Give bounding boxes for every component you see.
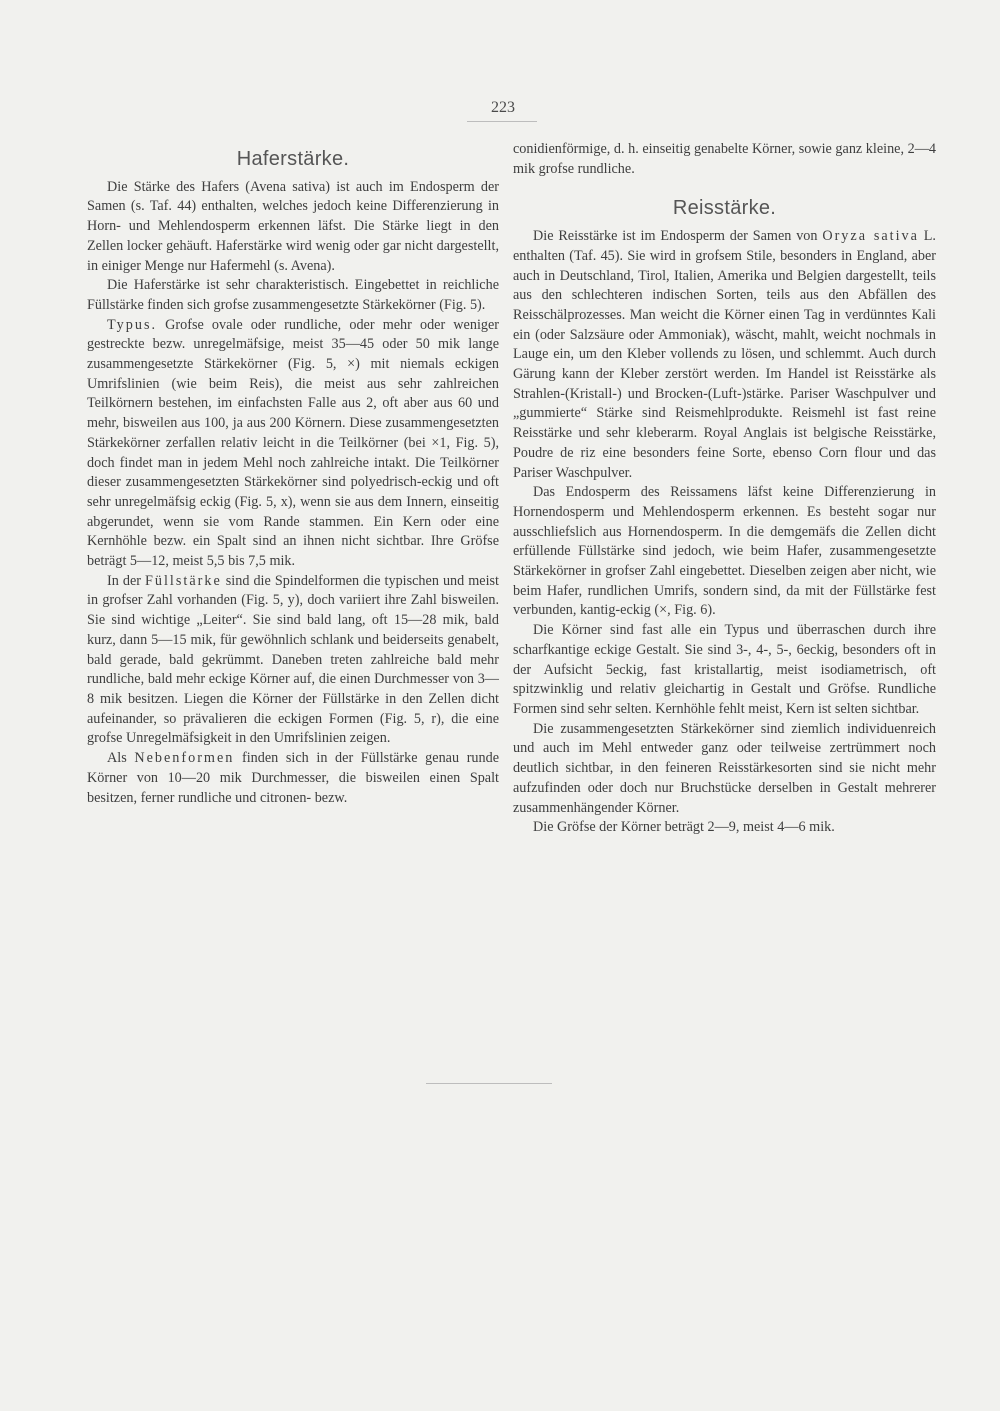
paragraph: Die Körner sind fast alle ein Typus und überraschen durch ihre scharfkantige eckige Gestalt. Sie sind 3-, 4-, 5-, 6eckig, besonders oft in der Aufsicht 5eckig, fast kristallartig, meist isodiametrisch, oft spitzwinklig und relativ gleichartig in Gestalt und Gröfse. Rundliche Formen sind sehr selten. Kernhöhle fehlt meist, Kern ist selten sichtbar. (513, 622, 936, 717)
paragraph: Die Haferstärke ist sehr charakteristisch. Eingebettet in reichliche Füllstärke finden sich grofse zusammengesetzte Stärkekörner (Fig. 5). (87, 277, 499, 313)
left-column (87, 150, 499, 808)
term-fuellstaerke: Füllstärke (145, 572, 222, 589)
term-nebenformen: Nebenformen (134, 750, 235, 767)
paragraph-text: Grofse ovale oder rundliche, oder mehr oder weniger gestreckte bezw. unregelmäfsige, meist 35—45 oder 50 mik lange zusammengesetzte Stärkekörner (Fig. 5, ×) mit niemals eckigen Umrifslinien (wie beim Reis), die meist aus sehr zahlreichen Teilkörnern bestehen, im einfachsten Falle aus 2, oft aber aus 60 und mehr, bisweilen aus 100, ja aus 200 Körnern. Diese zusammengesetzten Stärkekörner zerfallen relativ leicht in die Teilkörner (bei ×1, Fig. 5), doch findet man in jedem Mehl noch zahlreiche intakt. Die Teilkörner dieser zusammengesetzten Stärkekörner sind polyedrisch-eckig und oft sehr unregelmäfsig eckig (Fig. 5, x), wenn sie aus dem Innern, einseitig abgerundet, wenn sie vom Rande stammen. Ein Kern oder eine Kernhöhle bezw. ein Spalt sind an ihnen nicht sichtbar. Ihre Gröfse beträgt 5—12, meist 5,5 bis 7,5 mik. (87, 316, 500, 570)
paragraph (87, 316, 499, 572)
term-typus: Typus. (107, 316, 158, 333)
heading-reisstaerke: Reisstärke. (672, 197, 777, 220)
paragraph (87, 572, 499, 749)
paragraph-text: L. enthalten (Taf. 45). Sie wird in grofsem Stile, besonders in England, aber auch in Deutschland, Tirol, Italien, Amerika und Belgien dargestellt, teils aus den schlechteren indischen Sorten, teils aus den Abfällen des Reisschälprozesses. Man weicht die Körner einen Tag in verdünntes Kali ein (oder Salzsäure oder Ammoniak), wäscht, mahlt, weicht nochmals in Lauge ein, um den Kleber vollends zu lösen, und schlemmt. Auch durch Gärung kann der Kleber zerstört werden. Im Handel ist Reisstärke als Strahlen-(Kristall-) und Brocken-(Luft-)stärke. Pariser Waschpulver und „gummierte“ Stärke sind Reismehlprodukte. Reismehl ist fast reine Reisstärke und sehr kleberarm. Royal Anglais ist belgische Reisstärke, Poudre de riz eine besonders feine Sorte, ebenso Corn flour und das Pariser Waschpulver. (513, 228, 936, 481)
paragraph (87, 749, 499, 808)
paragraph: conidienförmige, d. h. einseitig genabelte Körner, sowie ganz kleine, 2—4 mik grofse rundliche. (513, 141, 936, 177)
page-number: 223 (491, 99, 515, 116)
paragraph: Die zusammengesetzten Stärkekörner sind ziemlich individuenreich und auch im Mehl entweder ganz oder teilweise zertrümmert noch deutlich sichtbar, in den feineren Reisstärkesorten sind sie nicht mehr aufzufinden oder doch nur Bruchstücke derselben in Gestalt mehrerer zusammenhängender Körner. (513, 720, 936, 816)
heading-haferstaerke: Haferstärke. (236, 148, 350, 170)
paragraph-text: In der (107, 572, 141, 589)
paragraph-text: sind die Spindelformen die typischen und meist in grofser Zahl vorhanden (Fig. 5, y), doch variiert ihre Zahl bisweilen. Sie sind wichtige „Leiter“. Sie sind bald lang, oft 15—28 mik, bald kurz, dann 5—15 mik, für gewöhnlich schlank und beiderseits genabelt, bald gerade, bald gekrümmt. Daneben treten zahlreiche bald mehr rundliche, bald mehr eckige Körner auf, die einen Durchmesser von 3—8 mik besitzen. Liegen die Körner der Füllstärke in den Zellen dicht aufeinander, so prävalieren die eckigen Formen (Fig. 5, r), die eine grofse Unregelmäfsigkeit in den Umrifslinien zeigen. (87, 572, 499, 747)
bottom-rule (426, 1083, 552, 1084)
paragraph-text: Die Reisstärke ist im Endosperm der Samen von (533, 228, 818, 245)
paragraph: Die Stärke des Hafers (Avena sativa) ist auch im Endosperm der Samen (s. Taf. 44) enthalten, welches jedoch keine Differenzierung in Horn- und Mehlendosperm erkennen läfst. Die Stärke liegt in den Zellen locker gehäuft. Haferstärke wird wenig oder gar nicht dargestellt, in einiger Menge nur Hafermehl (s. Avena). (87, 178, 499, 274)
paragraph (513, 227, 936, 483)
page-number-rule (467, 121, 537, 122)
right-column (513, 140, 936, 838)
term-oryza-sativa: Oryza sativa (822, 228, 919, 245)
paragraph-text: finden sich in der Füllstärke genau runde Körner von 10—20 mik Durchmesser, die bisweilen einen Spalt besitzen, ferner rundliche und citronen- bezw. (87, 750, 500, 806)
paragraph-text: Als (107, 750, 127, 767)
paragraph: Das Endosperm des Reissamens läfst keine Differenzierung in Hornendosperm und Mehlendosperm erkennen. Es besteht sogar nur ausschliefslich aus Hornendosperm. In die demgemäfs die Zellen dicht erfüllende Füllstärke sind jedoch, wie beim Hafer, zusammengesetzte Stärkekörner in grofser Zahl eingebettet. Dieselben zeigen aber nicht, wie beim Hafer, rundlichen Umrifs, sondern sind, da mit der Füllstärke fest verbunden, kantig-eckig (×, Fig. 6). (513, 484, 936, 619)
paragraph: Die Gröfse der Körner beträgt 2—9, meist 4—6 mik. (533, 819, 835, 836)
